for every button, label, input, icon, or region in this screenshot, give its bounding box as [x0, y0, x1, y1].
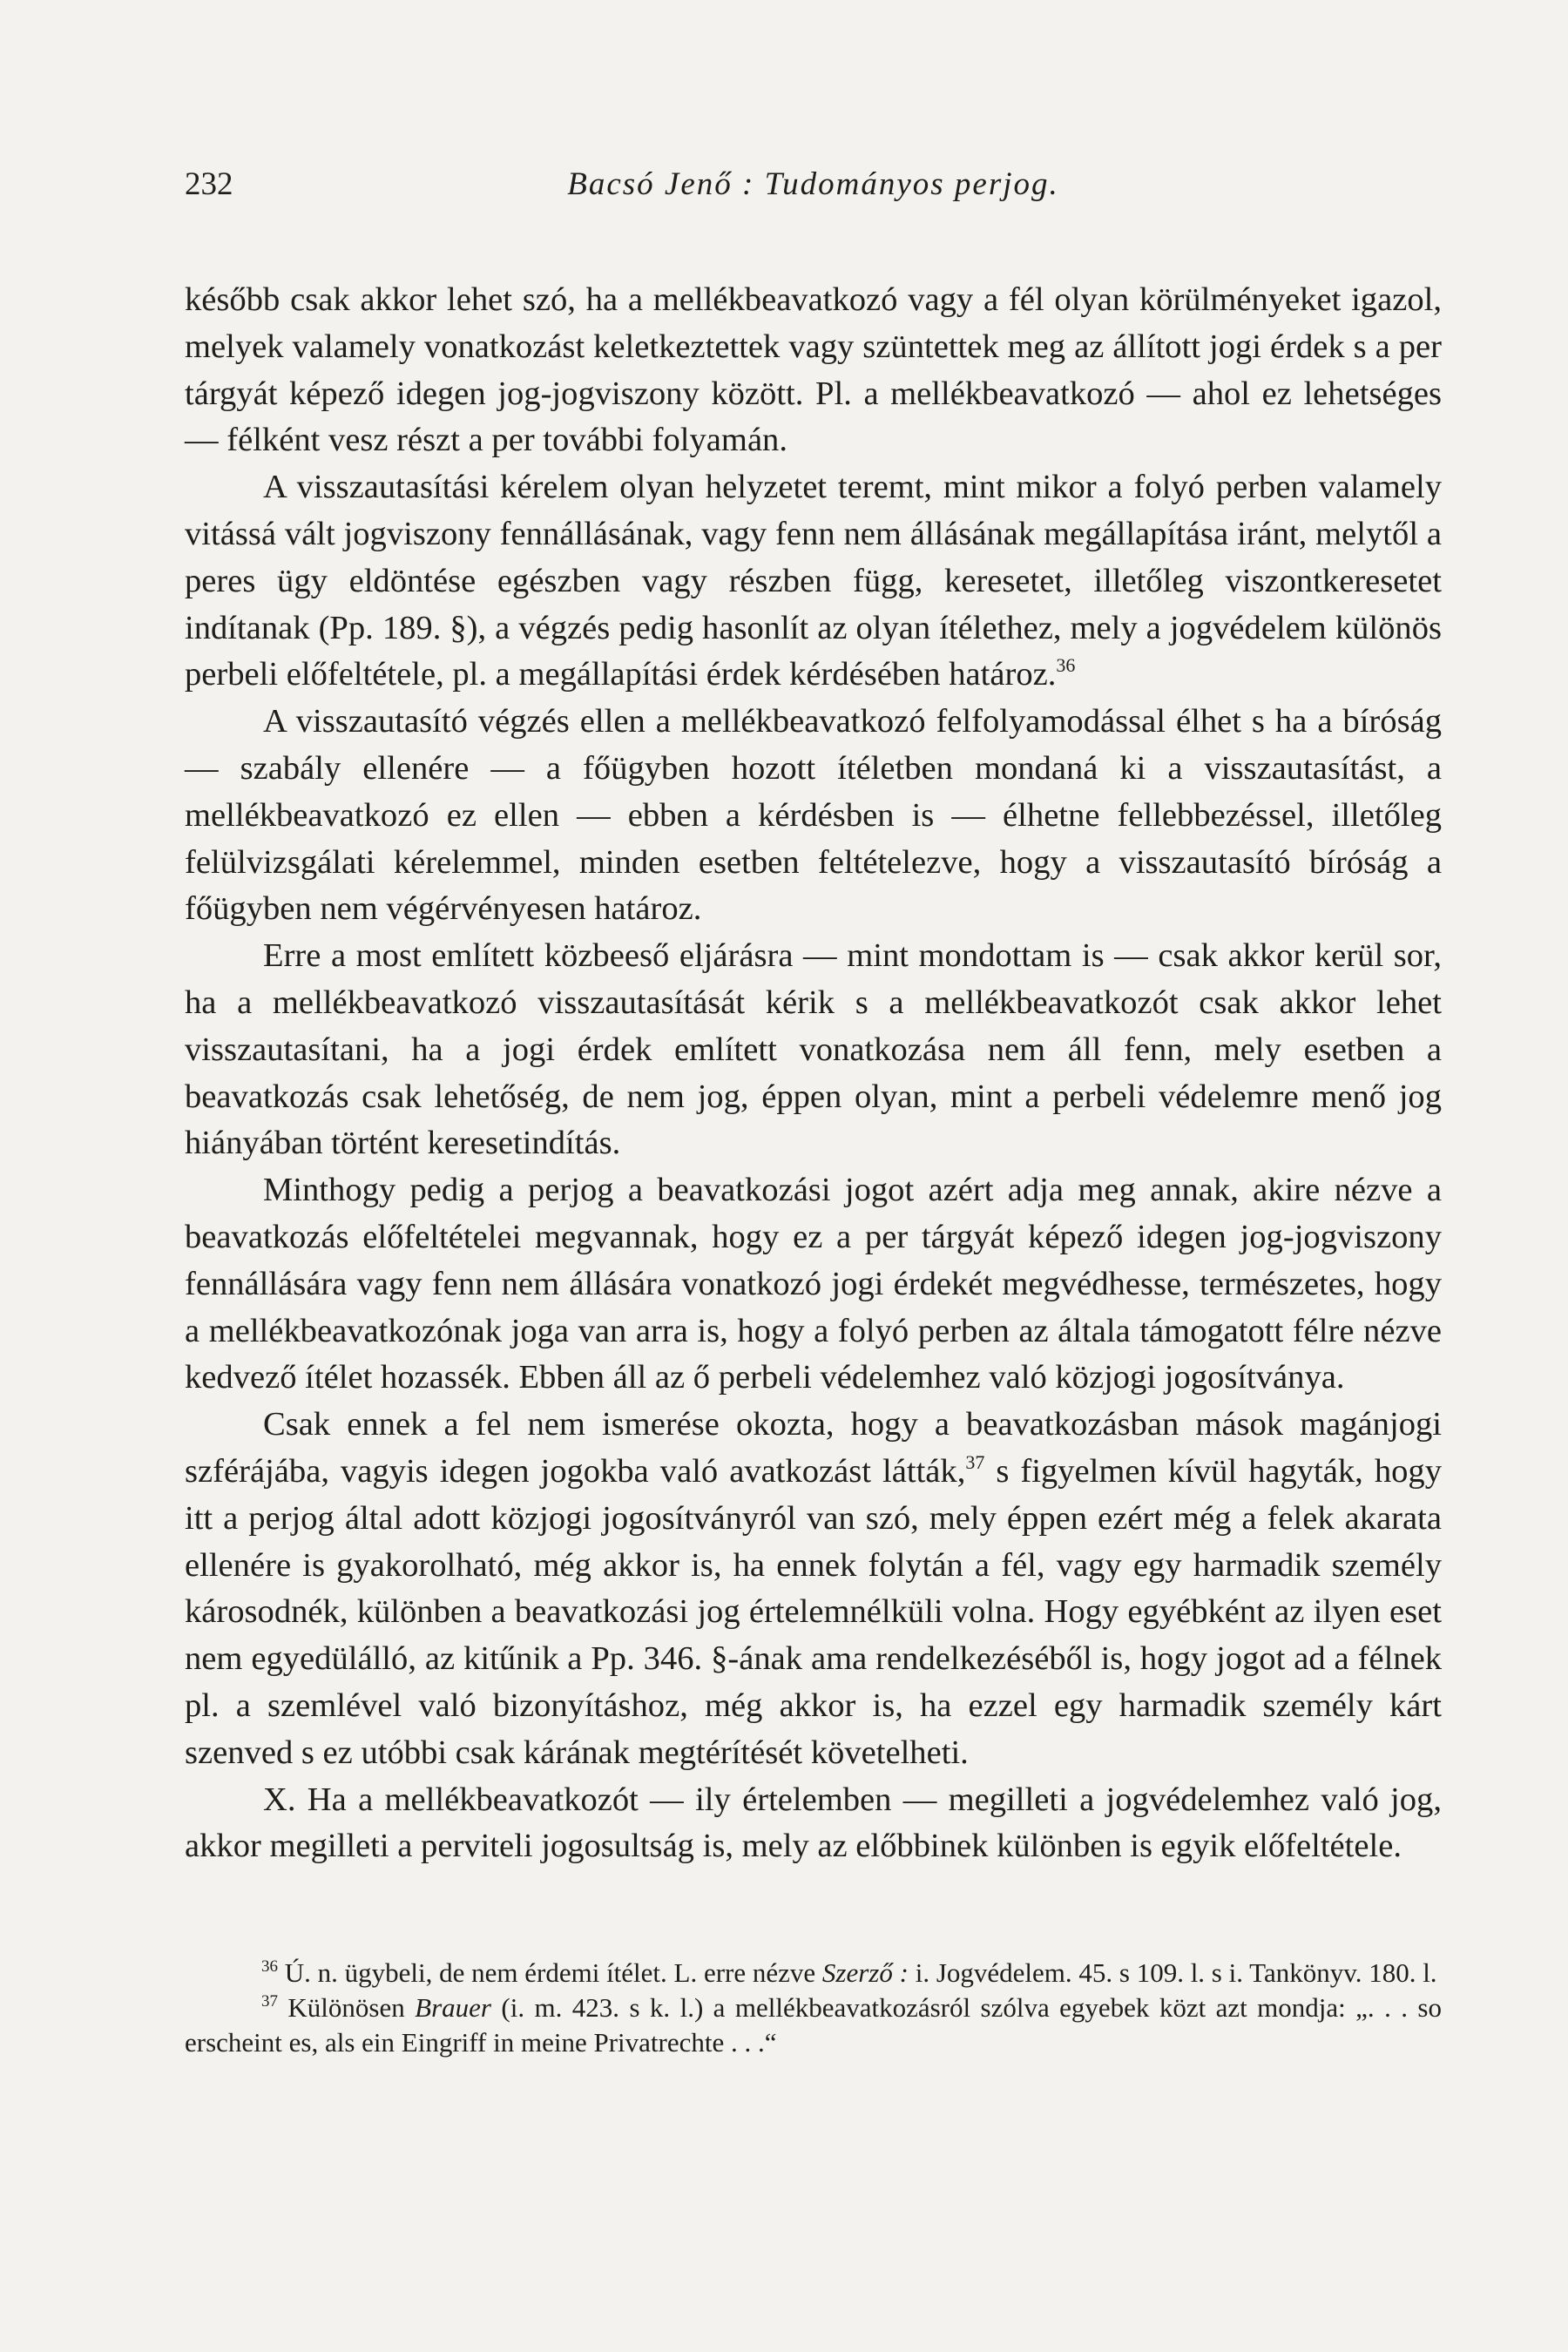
footnote-36-text-b: i. Jogvédelem. 45. s 109. l. s i. Tankönyv. 180. l.	[908, 1957, 1437, 1988]
paragraph-6-text-b: s figyelmen kívül hagyták, hogy itt a perjog által adott közjogi jogosítványról van szó, mely éppen ezért még a felek akarata ellenére is gyakorolható, még akkor is, ha ennek folytán a fél, vagy egy harmadik személy károsodnék, különben a beavatkozási jog értelemnélküli volna. Hogy egyébként az ilyen eset nem egyedülálló, az kitűnik a Pp. 346. §-ának ama rendelkezéséből is, hogy jogot ad a félnek pl. a szemlével való bizonyításhoz, még akkor is, ha ezzel egy harmadik személy kárt szenved s ez utóbbi csak kárának megtérítését követelheti.	[185, 1452, 1442, 1771]
footnotes	[185, 1956, 1442, 2060]
footnote-mark-36: 36	[261, 1957, 278, 1976]
footnote-36-text-a: Ú. n. ügybeli, de nem érdemi ítélet. L. erre nézve	[278, 1957, 822, 1988]
footnote-37-author: Brauer	[415, 1992, 491, 2023]
footnote-37-text-b: (i. m. 423. s k. l.) a mellékbeavatkozásról szólva egyebek közt azt mondja: „. . . so erscheint es, als ein Eingriff in meine Privatrechte . . .“	[185, 1992, 1442, 2058]
page-number: 232	[185, 166, 233, 202]
paragraph-7: X. Ha a mellékbeavatkozót — ily értelemben — megilleti a jogvédelemhez való jog, akkor megilleti a perviteli jogosultság is, mely az előbbinek különben is egyik előfeltétele.	[185, 1781, 1442, 1865]
paragraph-6	[185, 1402, 1442, 1776]
footnote-36	[185, 1956, 1442, 1990]
paragraph-1: később csak akkor lehet szó, ha a mellékbeavatkozó vagy a fél olyan körülményeket igazol, melyek valamely vonatkozást keletkeztettek vagy szüntettek meg az állított jogi érdek s a per tárgyát képező idegen jog-jogviszony között. Pl. a mellékbeavatkozó — ahol ez lehetséges — félként vesz részt a per további folyamán.	[185, 281, 1442, 459]
paragraph-4: Erre a most említett közbeeső eljárásra — mint mondottam is — csak akkor kerül sor, ha a mellékbeavatkozó visszautasítását kérik s a mellékbeavatkozót csak akkor lehet visszautasítani, ha a jogi érdek említett vonatkozása nem áll fenn, mely esetben a beavatkozás csak lehetőség, de nem jog, éppen olyan, mint a perbeli védelemre menő jog hiányában történt keresetindítás.	[185, 937, 1442, 1162]
body-text	[185, 277, 1442, 1870]
paragraph-2	[185, 464, 1442, 699]
footnote-36-author: Szerző :	[821, 1957, 909, 1988]
footnote-37-text-a: Különösen	[278, 1992, 416, 2023]
paragraph-6-text-a: Csak ennek a fel nem ismerése okozta, hogy a beavatkozásban mások magánjogi szférájába, vagyis idegen jogokba való avatkozást látták,	[185, 1406, 1442, 1490]
running-title: Bacsó Jenő : Tudományos perjog.	[567, 166, 1059, 202]
footnote-ref-37: 37	[965, 1450, 985, 1473]
paragraph-3: A visszautasító végzés ellen a mellékbeavatkozó felfolyamodással élhet s ha a bíróság — szabály ellenére — a főügyben hozott ítéletben mondaná ki a visszautasítást, a mellékbeavatkozó ez ellen — ebben a kérdésben is — élhetne fellebbezéssel, illetőleg felülvizsgálati kérelemmel, minden esetben feltételezve, hogy a visszautasító bíróság a főügyben nem végérvényesen határoz.	[185, 703, 1442, 928]
paragraph-2-text: A visszautasítási kérelem olyan helyzetet teremt, mint mikor a folyó perben valamely vitássá vált jogviszony fennállásának, vagy fenn nem állásának megállapítása iránt, melytől a peres ügy eldöntése egészben vagy részben függ, keresetet, illetőleg viszontkeresetet indítanak (Pp. 189. §), a végzés pedig hasonlít az olyan ítélethez, mely a jogvédelem különös perbeli előfeltétele, pl. a megállapítási érdek kérdésében határoz.	[185, 469, 1442, 693]
footnote-37	[185, 1990, 1442, 2060]
footnote-mark-37: 37	[261, 1992, 278, 2011]
page-header	[185, 166, 1442, 218]
paragraph-5: Minthogy pedig a perjog a beavatkozási jogot azért adja meg annak, akire nézve a beavatkozás előfeltételei megvannak, hogy ez a per tárgyát képező idegen jog-jogviszony fennállására vagy fenn nem állására vonatkozó jogi érdekét megvédhesse, természetes, hogy a mellékbeavatkozónak joga van arra is, hogy a folyó perben az általa támogatott félre nézve kedvező ítélet hozassék. Ebben áll az ő perbeli védelemhez való közjogi jogosítványa.	[185, 1172, 1442, 1396]
footnote-ref-36: 36	[1056, 654, 1076, 677]
